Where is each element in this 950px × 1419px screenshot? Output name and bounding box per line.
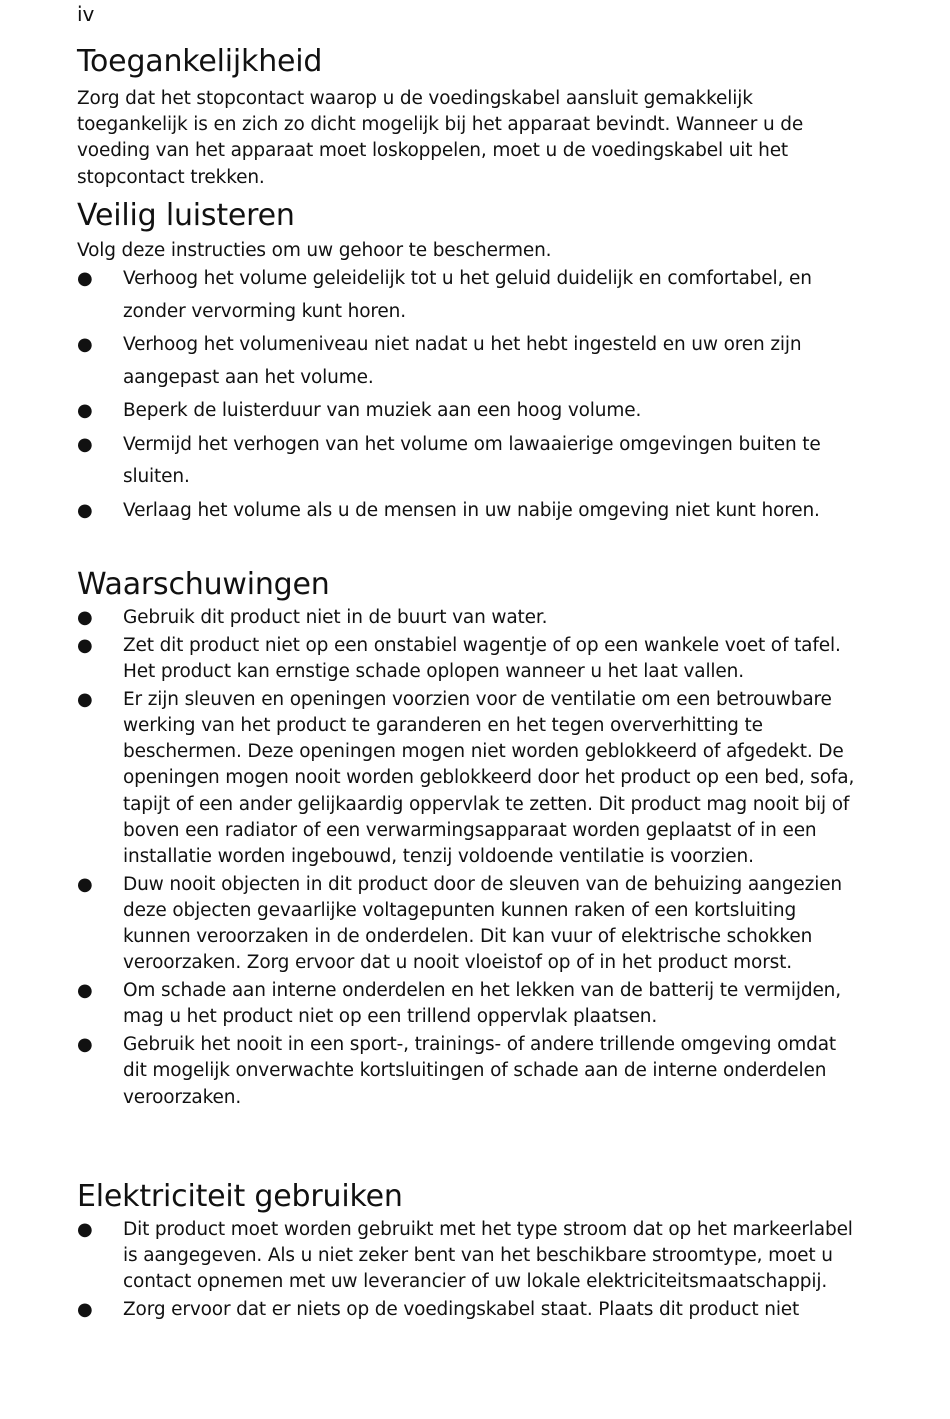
list-item (77, 395, 857, 428)
bullet-icon: ● (77, 334, 93, 356)
bullet-icon: ● (77, 400, 93, 422)
bullet-icon: ● (77, 433, 93, 455)
list-item-text: Duw nooit objecten in dit product door de sleuven van de behuizing aangezien deze objecten gevaarlijke voltagepunten kunnen raken of een kortsluiting kunnen veroorzaken in de onderdelen. Dit kan vuur of elektrische schokken veroorzaken. Zorg ervoor dat u nooit vloeistof op of in het product morst. (123, 873, 842, 974)
section-title: Veilig luisteren (77, 198, 295, 233)
bullet-icon: ● (77, 688, 93, 710)
list-item-text: Zet dit product niet op een onstabiel wagentje of op een wankele voet of tafel. Het product kan ernstige schade oplopen wanneer u het laat vallen. (123, 634, 841, 682)
section-title: Toegankelijkheid (77, 44, 323, 79)
page-number: iv (77, 2, 95, 26)
list-item (77, 429, 857, 494)
list-item-text: Vermijd het verhogen van het volume om lawaaierige omgevingen buiten te sluiten. (123, 433, 821, 488)
list-item (77, 687, 857, 870)
bullet-list (77, 263, 857, 527)
bullet-icon: ● (77, 1034, 93, 1056)
bullet-list (77, 1217, 857, 1323)
section-title: Waarschuwingen (77, 567, 330, 602)
list-item-text: Gebruik dit product niet in de buurt van water. (123, 607, 548, 628)
bullet-icon: ● (77, 607, 93, 628)
list-item (77, 978, 857, 1030)
bullet-icon: ● (77, 873, 93, 895)
list-item-text: Beperk de luisterduur van muziek aan een hoog volume. (123, 400, 642, 422)
list-item (77, 1032, 857, 1111)
section-title: Elektriciteit gebruiken (77, 1179, 403, 1214)
list-item (77, 329, 857, 394)
list-item-text: Om schade aan interne onderdelen en het lekken van de batterij te vermijden, mag u het product niet op een trillend oppervlak plaatsen. (123, 980, 841, 1028)
section-toegankelijkheid (77, 44, 857, 191)
list-item (77, 633, 857, 685)
section-waarschuwingen (77, 567, 857, 1112)
bullet-icon: ● (77, 1219, 93, 1240)
list-item-text: Verhoog het volume geleidelijk tot u het geluid duidelijk en comfortabel, en zonder vervorming kunt horen. (123, 268, 812, 322)
list-item (77, 605, 857, 631)
list-item-text: Verlaag het volume als u de mensen in uw nabije omgeving niet kunt horen. (123, 499, 820, 521)
list-item (77, 872, 857, 977)
list-item-text: Dit product moet worden gebruikt met het type stroom dat op het markeerlabel is aangegeven. Als u niet zeker bent van het beschikbare stroomtype, moet u contact opnemen met uw leverancier of uw lokale elektriciteitsmaatschappij. (123, 1219, 853, 1293)
list-item (77, 263, 857, 328)
list-item-text: Zorg ervoor dat er niets op de voedingskabel staat. Plaats dit product niet (123, 1299, 800, 1321)
list-item-text: Er zijn sleuven en openingen voorzien voor de ventilatie om een betrouwbare werking van het product te garanderen en het tegen oververhitting te beschermen. Deze openingen mogen niet worden geblokkeerd of afgedekt. De openingen mogen nooit worden geblokkeerd door het product op een bed, sofa, tapijt of een ander gelijkaardig oppervlak te zetten. Dit product mag nooit bij of boven een radiator of een verwarmingsapparaat worden geplaatst of in een installatie worden ingebouwd, tenzij voldoende ventilatie is voorzien. (123, 688, 855, 868)
bullet-icon: ● (77, 980, 93, 1002)
section-elektriciteit (77, 1179, 857, 1325)
section-body: Zorg dat het stopcontact waarop u de voedingskabel aansluit gemakkelijk toegankelijk is en zich zo dicht mogelijk bij het apparaat bevindt. Wanneer u de voeding van het apparaat moet loskoppelen, moet u de voedingskabel uit het stopcontact trekken. (77, 88, 804, 188)
bullet-icon: ● (77, 268, 93, 290)
section-veilig-luisteren (77, 198, 857, 528)
list-item (77, 495, 857, 528)
bullet-icon: ● (77, 1299, 93, 1321)
bullet-icon: ● (77, 499, 93, 521)
list-item (77, 1217, 857, 1296)
bullet-list (77, 605, 857, 1111)
list-item-text: Gebruik het nooit in een sport-, trainings- of andere trillende omgeving omdat dit mogelijk onverwachte kortsluitingen of schade aan de interne onderdelen veroorzaken. (123, 1034, 837, 1108)
list-item (77, 1297, 857, 1323)
section-intro: Volg deze instructies om uw gehoor te beschermen. (77, 240, 552, 261)
bullet-icon: ● (77, 634, 93, 656)
list-item-text: Verhoog het volumeniveau niet nadat u het hebt ingesteld en uw oren zijn aangepast aan het volume. (123, 334, 802, 388)
